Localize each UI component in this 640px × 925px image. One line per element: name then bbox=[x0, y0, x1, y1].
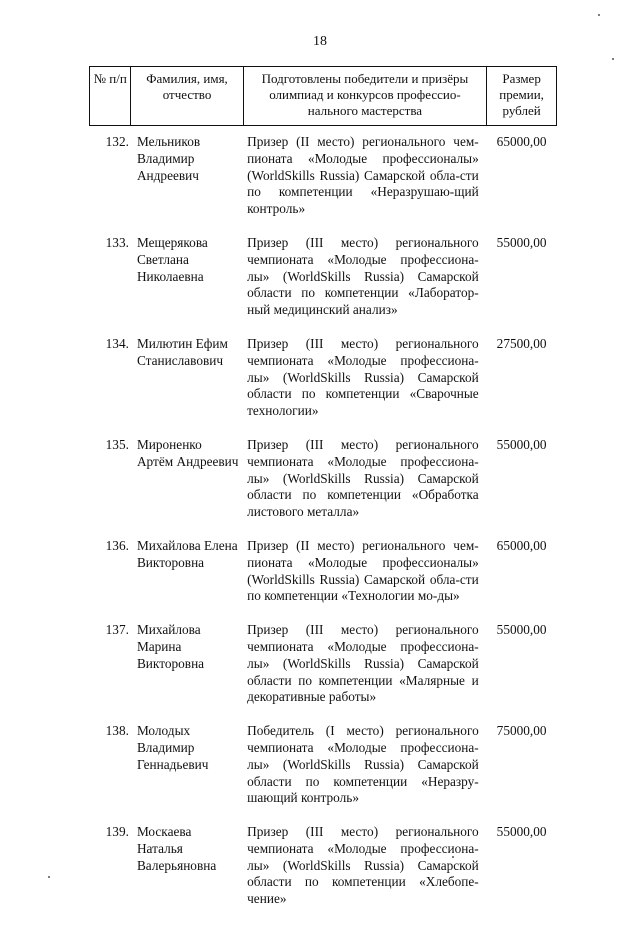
row-description: Призер (III место) регионального чемпионата «Молодые профессиона-лы» (WorldSkills Russia) Самарской области по компетенции «Обработка листового металла» bbox=[243, 437, 487, 538]
row-prize: 65000,00 bbox=[487, 126, 557, 235]
scan-speck bbox=[452, 856, 454, 858]
row-description: Победитель (I место) регионального чемпионата «Молодые профессиона-лы» (WorldSkills Russia) Самарской области по компетенции «Неразру-шающий контроль» bbox=[243, 723, 487, 824]
row-prize: 55000,00 bbox=[487, 824, 557, 925]
row-name: Михайлова Марина Викторовна bbox=[131, 622, 243, 723]
row-number: 139. bbox=[90, 824, 131, 925]
row-prize: 75000,00 bbox=[487, 723, 557, 824]
row-description: Призер (III место) регионального чемпионата «Молодые профессиона-лы» (WorldSkills Russia) Самарской области по компетенции «Сварочные технологии» bbox=[243, 336, 487, 437]
row-number: 134. bbox=[90, 336, 131, 437]
awards-table bbox=[89, 66, 557, 925]
table-row bbox=[90, 538, 557, 622]
row-name: Мельников Владимир Андреевич bbox=[131, 126, 243, 235]
row-number: 136. bbox=[90, 538, 131, 622]
row-description: Призер (II место) регионального чем-пионата «Молодые профессионалы» (WorldSkills Russia) Самарской обла-сти по компетенции «Неразрушаю-щий контроль» bbox=[243, 126, 487, 235]
header-prize: Размер премии, рублей bbox=[487, 67, 557, 126]
row-number: 135. bbox=[90, 437, 131, 538]
row-name: Мещерякова Светлана Николаевна bbox=[131, 235, 243, 336]
header-num: № п/п bbox=[90, 67, 131, 126]
row-prize: 65000,00 bbox=[487, 538, 557, 622]
row-number: 138. bbox=[90, 723, 131, 824]
row-number: 132. bbox=[90, 126, 131, 235]
row-name: Молодых Владимир Геннадьевич bbox=[131, 723, 243, 824]
row-prize: 55000,00 bbox=[487, 235, 557, 336]
row-prize: 55000,00 bbox=[487, 622, 557, 723]
table-row bbox=[90, 723, 557, 824]
row-name: Милютин Ефим Станиславович bbox=[131, 336, 243, 437]
scan-speck bbox=[612, 58, 614, 60]
header-name: Фамилия, имя, отчество bbox=[131, 67, 243, 126]
scan-speck bbox=[48, 876, 50, 878]
row-description: Призер (III место) регионального чемпионата «Молодые профессиона-лы» (WorldSkills Russia) Самарской области по компетенции «Лаборатор-ный медицинский анализ» bbox=[243, 235, 487, 336]
row-description: Призер (III место) регионального чемпионата «Молодые профессиона-лы» (WorldSkills Russia) Самарской области по компетенции «Хлебопе-чение» bbox=[243, 824, 487, 925]
table-row bbox=[90, 235, 557, 336]
scan-speck bbox=[598, 14, 600, 16]
row-description: Призер (III место) регионального чемпионата «Молодые профессиона-лы» (WorldSkills Russia) Самарской области по компетенции «Малярные и декоративные работы» bbox=[243, 622, 487, 723]
table-row bbox=[90, 437, 557, 538]
table-header bbox=[90, 67, 557, 126]
row-description: Призер (II место) регионального чем-пионата «Молодые профессионалы» (WorldSkills Russia) Самарской обла-сти по компетенции «Технологии мо-ды» bbox=[243, 538, 487, 622]
header-desc: Подготовлены победители и призёры олимпиад и конкурсов профессио-нального мастерства bbox=[243, 67, 487, 126]
table-row bbox=[90, 126, 557, 235]
row-name: Мироненко Артём Андреевич bbox=[131, 437, 243, 538]
table-row bbox=[90, 336, 557, 437]
row-name: Москаева Наталья Валерьяновна bbox=[131, 824, 243, 925]
header-row bbox=[90, 67, 557, 126]
table-row bbox=[90, 622, 557, 723]
row-prize: 27500,00 bbox=[487, 336, 557, 437]
table-row bbox=[90, 824, 557, 925]
row-number: 137. bbox=[90, 622, 131, 723]
page-number: 18 bbox=[0, 34, 640, 50]
row-name: Михайлова Елена Викторовна bbox=[131, 538, 243, 622]
table-body bbox=[90, 126, 557, 925]
row-number: 133. bbox=[90, 235, 131, 336]
row-prize: 55000,00 bbox=[487, 437, 557, 538]
